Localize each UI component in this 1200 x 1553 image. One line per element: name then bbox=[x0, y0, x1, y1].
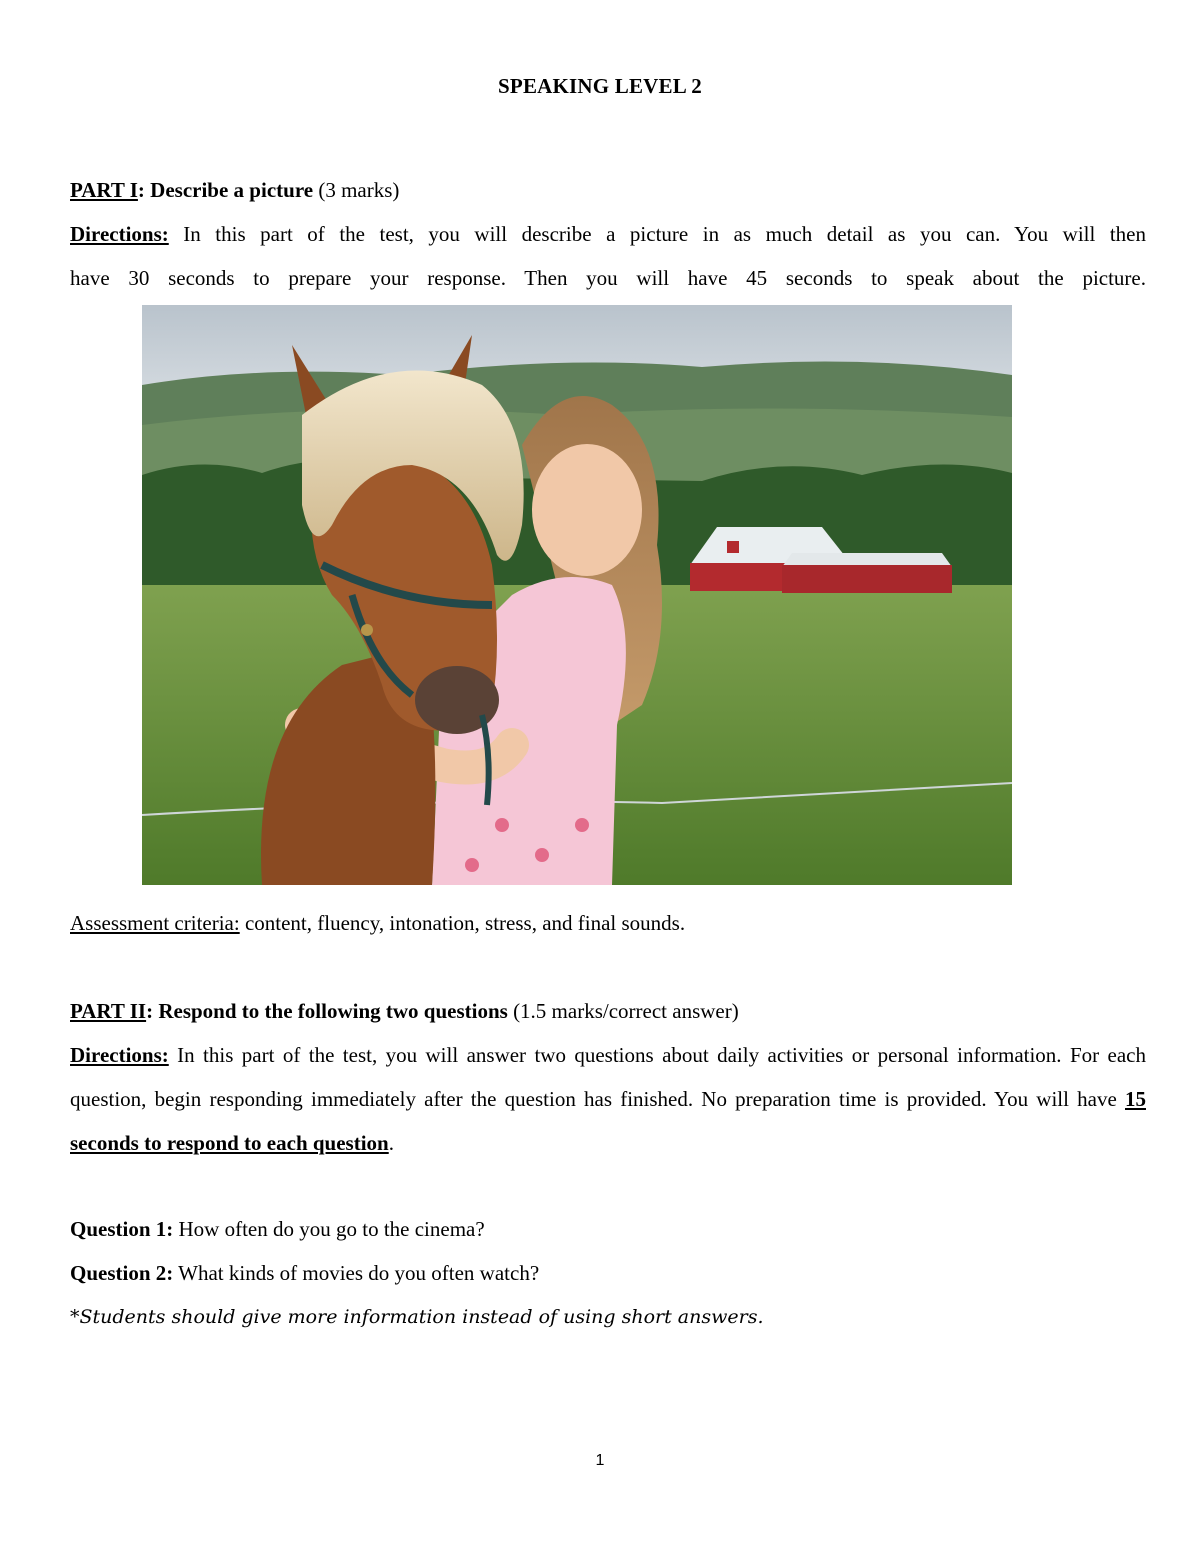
part2-directions-label: Directions: bbox=[70, 1043, 169, 1067]
part2-title: Respond to the following two questions bbox=[153, 999, 508, 1023]
part2-marks: (1.5 marks/correct answer) bbox=[507, 999, 739, 1023]
part2-directions-text: In this part of the test, you will answer two questions about daily activities or personal information. For each question, begin responding immediately after the question has finished. No preparation time is provided. You will have bbox=[70, 1043, 1146, 1111]
part2-heading bbox=[70, 989, 1146, 1033]
criteria-text: content, fluency, intonation, stress, and final sounds. bbox=[239, 911, 686, 935]
part2-directions bbox=[70, 1033, 1146, 1165]
part1-title: Describe a picture bbox=[144, 178, 314, 202]
question-2 bbox=[70, 1251, 1146, 1295]
question-1-text: How often do you go to the cinema? bbox=[173, 1217, 485, 1241]
question-2-text: What kinds of movies do you often watch? bbox=[173, 1261, 540, 1285]
part1-directions-line1: In this part of the test, you will describe a picture in as much detail as you can. You will then bbox=[168, 222, 1146, 246]
girl-with-pony-photo bbox=[142, 305, 1012, 885]
page-number: 1 bbox=[595, 1452, 605, 1469]
part1-directions-line2: have 30 seconds to prepare your response. Then you will have 45 seconds to speak about the picture. bbox=[70, 266, 1146, 290]
part2-directions-emphasis: 15 seconds to respond to each question bbox=[70, 1087, 1146, 1155]
part1-heading bbox=[70, 168, 1146, 212]
criteria-label: Assessment criteria: bbox=[70, 911, 240, 935]
part2-label: PART II bbox=[70, 999, 147, 1023]
part2-colon: : bbox=[146, 999, 154, 1023]
assessment-criteria bbox=[70, 901, 1146, 945]
part1-directions bbox=[70, 212, 1146, 300]
student-note: *Students should give more information instead of using short answers. bbox=[70, 1306, 764, 1328]
question-1 bbox=[70, 1207, 1146, 1251]
part1-colon: : bbox=[137, 178, 145, 202]
page-title: SPEAKING LEVEL 2 bbox=[498, 74, 702, 98]
part2-directions-end: . bbox=[388, 1131, 394, 1155]
part1-marks: (3 marks) bbox=[313, 178, 400, 202]
part1-directions-label: Directions: bbox=[70, 222, 169, 246]
question-1-label: Question 1: bbox=[70, 1217, 174, 1241]
part1-label: PART I bbox=[70, 178, 138, 202]
question-2-label: Question 2: bbox=[70, 1261, 174, 1285]
